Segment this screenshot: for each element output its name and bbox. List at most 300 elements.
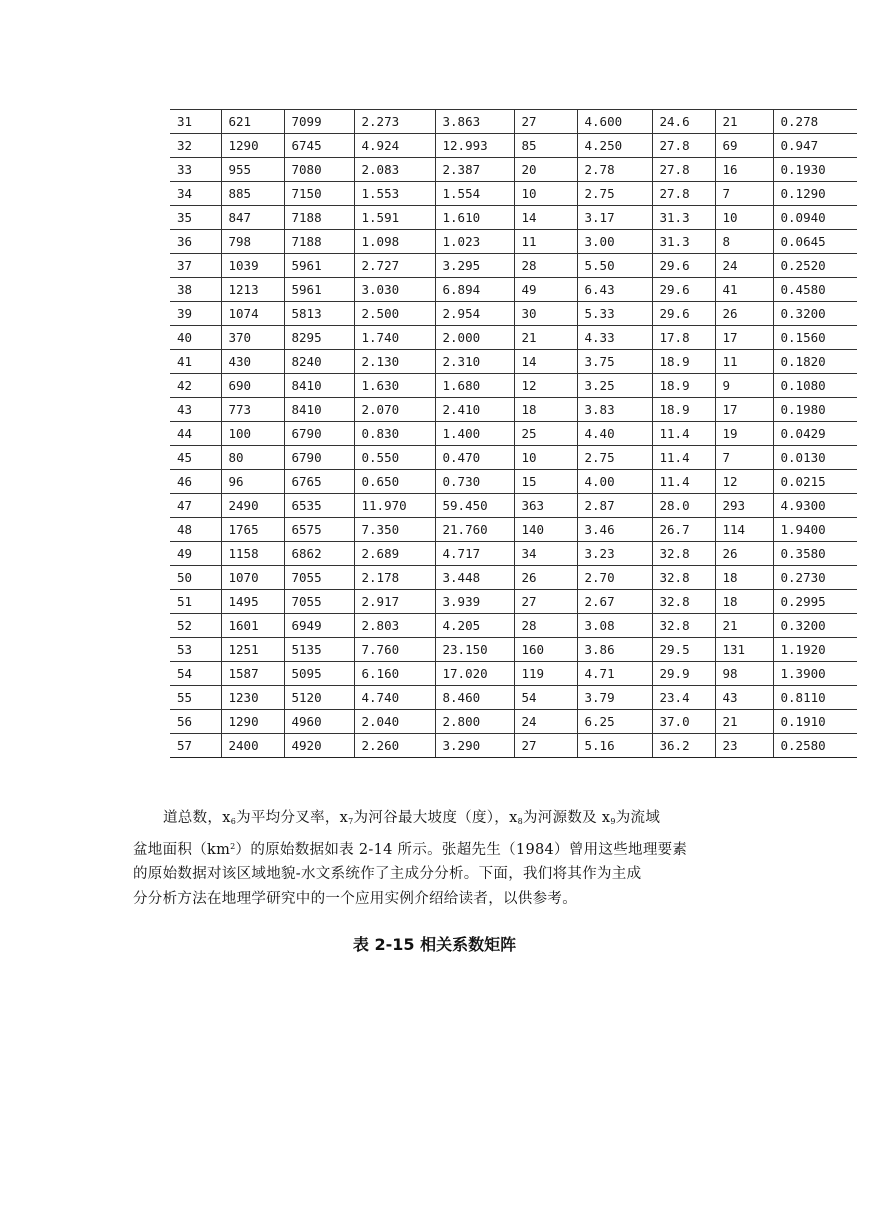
- table-cell: 26: [715, 302, 773, 326]
- table-cell: 55: [170, 686, 221, 710]
- table-cell: 2.070: [354, 398, 435, 422]
- table-cell: 0.730: [435, 470, 514, 494]
- table-cell: 27.8: [652, 134, 715, 158]
- table-cell: 52: [170, 614, 221, 638]
- table-cell: 24: [514, 710, 577, 734]
- table-cell: 1074: [221, 302, 284, 326]
- table-cell: 1070: [221, 566, 284, 590]
- table-cell: 3.25: [577, 374, 652, 398]
- superscript: 2: [230, 841, 236, 851]
- table-cell: 4.250: [577, 134, 652, 158]
- table-row: [170, 134, 857, 158]
- table-cell: 2.727: [354, 254, 435, 278]
- table-cell: 31.3: [652, 206, 715, 230]
- text-run: 为流域: [615, 810, 661, 826]
- table-cell: 7: [715, 446, 773, 470]
- table-cell: 53: [170, 638, 221, 662]
- table-cell: 3.08: [577, 614, 652, 638]
- table-cell: 6575: [284, 518, 354, 542]
- table-row: [170, 542, 857, 566]
- table-cell: 4.205: [435, 614, 514, 638]
- table-cell: 7055: [284, 590, 354, 614]
- table-row: [170, 518, 857, 542]
- table-cell: 42: [170, 374, 221, 398]
- table-cell: 7188: [284, 206, 354, 230]
- table-row: [170, 710, 857, 734]
- table-cell: 1.680: [435, 374, 514, 398]
- table-cell: 2.67: [577, 590, 652, 614]
- table-cell: 0.2520: [773, 254, 857, 278]
- table-cell: 8240: [284, 350, 354, 374]
- table-cell: 3.863: [435, 110, 514, 134]
- table-cell: 10: [715, 206, 773, 230]
- table-row: [170, 326, 857, 350]
- table-row: [170, 182, 857, 206]
- table-cell: 17.8: [652, 326, 715, 350]
- table-cell: 36: [170, 230, 221, 254]
- table-cell: 69: [715, 134, 773, 158]
- table-cell: 27: [514, 590, 577, 614]
- table-cell: 885: [221, 182, 284, 206]
- table-cell: 43: [715, 686, 773, 710]
- table-cell: 34: [514, 542, 577, 566]
- table-cell: 3.75: [577, 350, 652, 374]
- table-cell: 0.2580: [773, 734, 857, 758]
- table-cell: 16: [715, 158, 773, 182]
- table-cell: 24.6: [652, 110, 715, 134]
- table-cell: 17.020: [435, 662, 514, 686]
- table-cell: 131: [715, 638, 773, 662]
- table-cell: 5.16: [577, 734, 652, 758]
- table-cell: 6535: [284, 494, 354, 518]
- table-cell: 26.7: [652, 518, 715, 542]
- table-cell: 370: [221, 326, 284, 350]
- table-cell: 0.4580: [773, 278, 857, 302]
- table-cell: 21.760: [435, 518, 514, 542]
- table-cell: 2.917: [354, 590, 435, 614]
- table-cell: 2.954: [435, 302, 514, 326]
- table-cell: 54: [514, 686, 577, 710]
- table-cell: 7.350: [354, 518, 435, 542]
- table-cell: 54: [170, 662, 221, 686]
- table-cell: 0.2995: [773, 590, 857, 614]
- table-cell: 32.8: [652, 590, 715, 614]
- table-row: [170, 446, 857, 470]
- table-row: [170, 230, 857, 254]
- table-cell: 28: [514, 254, 577, 278]
- table-cell: 29.9: [652, 662, 715, 686]
- table-cell: 1.1920: [773, 638, 857, 662]
- table-cell: 32: [170, 134, 221, 158]
- table-cell: 23: [715, 734, 773, 758]
- table-cell: 0.2730: [773, 566, 857, 590]
- table-cell: 0.1080: [773, 374, 857, 398]
- table-cell: 21: [514, 326, 577, 350]
- table-cell: 2.310: [435, 350, 514, 374]
- table-cell: 44: [170, 422, 221, 446]
- table-cell: 21: [715, 110, 773, 134]
- table-cell: 773: [221, 398, 284, 422]
- table-cell: 1230: [221, 686, 284, 710]
- table-cell: 41: [715, 278, 773, 302]
- table-cell: 2.500: [354, 302, 435, 326]
- table-cell: 621: [221, 110, 284, 134]
- table-cell: 2.410: [435, 398, 514, 422]
- table-cell: 4.9300: [773, 494, 857, 518]
- table-cell: 0.3580: [773, 542, 857, 566]
- table-cell: 12.993: [435, 134, 514, 158]
- table-cell: 160: [514, 638, 577, 662]
- table-row: [170, 398, 857, 422]
- table-cell: 4.924: [354, 134, 435, 158]
- table-cell: 1.098: [354, 230, 435, 254]
- table-cell: 4.600: [577, 110, 652, 134]
- table-cell: 20: [514, 158, 577, 182]
- table-cell: 6.160: [354, 662, 435, 686]
- table-row: [170, 662, 857, 686]
- table-cell: 0.947: [773, 134, 857, 158]
- table-cell: 690: [221, 374, 284, 398]
- table-row: [170, 158, 857, 182]
- table-cell: 0.1290: [773, 182, 857, 206]
- table-cell: 18.9: [652, 350, 715, 374]
- table-cell: 28: [514, 614, 577, 638]
- table-cell: 8410: [284, 398, 354, 422]
- table-cell: 31: [170, 110, 221, 134]
- table-cell: 31.3: [652, 230, 715, 254]
- table-cell: 14: [514, 350, 577, 374]
- table-cell: 0.1560: [773, 326, 857, 350]
- table-cell: 7150: [284, 182, 354, 206]
- table-cell: 33: [170, 158, 221, 182]
- table-cell: 5095: [284, 662, 354, 686]
- table-cell: 46: [170, 470, 221, 494]
- table-cell: 96: [221, 470, 284, 494]
- table-cell: 6862: [284, 542, 354, 566]
- table-cell: 51: [170, 590, 221, 614]
- table-cell: 28.0: [652, 494, 715, 518]
- table-cell: 1.9400: [773, 518, 857, 542]
- table-cell: 4.40: [577, 422, 652, 446]
- table-cell: 6.25: [577, 710, 652, 734]
- table-cell: 43: [170, 398, 221, 422]
- table-cell: 3.83: [577, 398, 652, 422]
- table-row: [170, 686, 857, 710]
- table-cell: 5.50: [577, 254, 652, 278]
- table-cell: 0.1820: [773, 350, 857, 374]
- table-row: [170, 614, 857, 638]
- table-cell: 5813: [284, 302, 354, 326]
- table-cell: 1.023: [435, 230, 514, 254]
- table-cell: 32.8: [652, 566, 715, 590]
- table-cell: 37: [170, 254, 221, 278]
- table-cell: 2.70: [577, 566, 652, 590]
- table-cell: 29.5: [652, 638, 715, 662]
- table-cell: 17: [715, 398, 773, 422]
- table-cell: 12: [514, 374, 577, 398]
- table-cell: 85: [514, 134, 577, 158]
- table-cell: 57: [170, 734, 221, 758]
- subscript: 9: [610, 817, 616, 826]
- table-cell: 2.689: [354, 542, 435, 566]
- table-cell: 2.130: [354, 350, 435, 374]
- paragraph-line: [133, 835, 753, 863]
- table-cell: 36.2: [652, 734, 715, 758]
- table-row: [170, 566, 857, 590]
- text-run: 道总数，x: [163, 810, 231, 826]
- table-cell: 363: [514, 494, 577, 518]
- table-cell: 23.4: [652, 686, 715, 710]
- table-cell: 293: [715, 494, 773, 518]
- table-cell: 18.9: [652, 374, 715, 398]
- table-cell: 0.0429: [773, 422, 857, 446]
- table-row: [170, 374, 857, 398]
- table-cell: 2.260: [354, 734, 435, 758]
- table-cell: 49: [514, 278, 577, 302]
- table-cell: 29.6: [652, 254, 715, 278]
- table-cell: 30: [514, 302, 577, 326]
- subscript: 8: [517, 817, 523, 826]
- table-cell: 2.800: [435, 710, 514, 734]
- table-cell: 1039: [221, 254, 284, 278]
- table-cell: 18: [715, 566, 773, 590]
- table-row: [170, 278, 857, 302]
- text-run: 为平均分叉率，x: [236, 810, 349, 826]
- table-cell: 6790: [284, 422, 354, 446]
- table-cell: 12: [715, 470, 773, 494]
- table-cell: 1.3900: [773, 662, 857, 686]
- table-cell: 100: [221, 422, 284, 446]
- table-row: [170, 302, 857, 326]
- table-cell: 27: [514, 110, 577, 134]
- table-cell: 4.00: [577, 470, 652, 494]
- table-cell: 4960: [284, 710, 354, 734]
- text-run: 为河谷最大坡度（度），x: [353, 810, 518, 826]
- table-cell: 1.610: [435, 206, 514, 230]
- table-cell: 6745: [284, 134, 354, 158]
- table-cell: 0.1930: [773, 158, 857, 182]
- table-cell: 38: [170, 278, 221, 302]
- table-cell: 11: [715, 350, 773, 374]
- table-cell: 5135: [284, 638, 354, 662]
- table-cell: 27: [514, 734, 577, 758]
- table-cell: 1587: [221, 662, 284, 686]
- table-cell: 3.290: [435, 734, 514, 758]
- text-run: 为河源数及 x: [522, 810, 611, 826]
- table-cell: 6.894: [435, 278, 514, 302]
- table-cell: 140: [514, 518, 577, 542]
- table-cell: 32.8: [652, 542, 715, 566]
- table-cell: 40: [170, 326, 221, 350]
- table-cell: 25: [514, 422, 577, 446]
- table-caption: 表 2-15 相关系数矩阵: [352, 935, 517, 954]
- table-cell: 1.553: [354, 182, 435, 206]
- table-cell: 10: [514, 446, 577, 470]
- table-cell: 8410: [284, 374, 354, 398]
- table-cell: 0.0215: [773, 470, 857, 494]
- table-cell: 5120: [284, 686, 354, 710]
- table-cell: 19: [715, 422, 773, 446]
- table-cell: 1290: [221, 710, 284, 734]
- table-cell: 2.87: [577, 494, 652, 518]
- table-cell: 798: [221, 230, 284, 254]
- table-cell: 3.79: [577, 686, 652, 710]
- text-run: 盆地面积（km: [133, 841, 231, 858]
- table-row: [170, 638, 857, 662]
- table-cell: 0.3200: [773, 302, 857, 326]
- table-cell: 80: [221, 446, 284, 470]
- table-cell: 2.803: [354, 614, 435, 638]
- table-cell: 45: [170, 446, 221, 470]
- table-cell: 39: [170, 302, 221, 326]
- table-cell: 10: [514, 182, 577, 206]
- table-cell: 0.470: [435, 446, 514, 470]
- table-cell: 7099: [284, 110, 354, 134]
- table-cell: 29.6: [652, 278, 715, 302]
- body-paragraph: [133, 806, 753, 911]
- table-cell: 11.970: [354, 494, 435, 518]
- subscript: 7: [348, 817, 354, 826]
- table-cell: 15: [514, 470, 577, 494]
- table-cell: 0.0130: [773, 446, 857, 470]
- table-cell: 6765: [284, 470, 354, 494]
- table-cell: 1765: [221, 518, 284, 542]
- table-cell: 29.6: [652, 302, 715, 326]
- table-cell: 59.450: [435, 494, 514, 518]
- table-cell: 11.4: [652, 422, 715, 446]
- table-cell: 1601: [221, 614, 284, 638]
- table-cell: 27.8: [652, 158, 715, 182]
- table-cell: 0.1980: [773, 398, 857, 422]
- table-cell: 3.86: [577, 638, 652, 662]
- table-cell: 11.4: [652, 446, 715, 470]
- table-cell: 8: [715, 230, 773, 254]
- table-cell: 7.760: [354, 638, 435, 662]
- table-body: [170, 110, 857, 758]
- table-cell: 6.43: [577, 278, 652, 302]
- table-cell: 7055: [284, 566, 354, 590]
- table-cell: 2.273: [354, 110, 435, 134]
- table-cell: 2400: [221, 734, 284, 758]
- table-cell: 847: [221, 206, 284, 230]
- table-cell: 18: [715, 590, 773, 614]
- table-cell: 430: [221, 350, 284, 374]
- table-cell: 5961: [284, 278, 354, 302]
- table-cell: 3.448: [435, 566, 514, 590]
- table-cell: 1495: [221, 590, 284, 614]
- table-cell: 6949: [284, 614, 354, 638]
- table-cell: 2.75: [577, 446, 652, 470]
- table-cell: 7188: [284, 230, 354, 254]
- table-cell: 2.78: [577, 158, 652, 182]
- table-cell: 2.040: [354, 710, 435, 734]
- table-cell: 8.460: [435, 686, 514, 710]
- table-cell: 1.400: [435, 422, 514, 446]
- table-cell: 1213: [221, 278, 284, 302]
- table-row: [170, 110, 857, 134]
- table-cell: 1.591: [354, 206, 435, 230]
- table-cell: 18.9: [652, 398, 715, 422]
- table-cell: 21: [715, 710, 773, 734]
- table-cell: 14: [514, 206, 577, 230]
- table-cell: 37.0: [652, 710, 715, 734]
- table-cell: 56: [170, 710, 221, 734]
- table-cell: 27.8: [652, 182, 715, 206]
- table-cell: 35: [170, 206, 221, 230]
- table-row: [170, 590, 857, 614]
- table-cell: 26: [514, 566, 577, 590]
- table-cell: 1.630: [354, 374, 435, 398]
- table-cell: 3.00: [577, 230, 652, 254]
- paragraph-line: 分分析方法在地理学研究中的一个应用实例介绍给读者，以供参考。: [133, 890, 577, 907]
- table-cell: 4.71: [577, 662, 652, 686]
- table-cell: 0.0645: [773, 230, 857, 254]
- table-cell: 7: [715, 182, 773, 206]
- table-cell: 0.650: [354, 470, 435, 494]
- table-cell: 50: [170, 566, 221, 590]
- table-cell: 0.830: [354, 422, 435, 446]
- table-cell: 1251: [221, 638, 284, 662]
- table-cell: 1290: [221, 134, 284, 158]
- table-cell: 49: [170, 542, 221, 566]
- paragraph-line: 的原始数据对该区域地貌-水文系统作了主成分分析。下面，我们将其作为主成: [133, 866, 642, 882]
- table-row: [170, 470, 857, 494]
- table-cell: 34: [170, 182, 221, 206]
- table-cell: 9: [715, 374, 773, 398]
- table-cell: 7080: [284, 158, 354, 182]
- table-row: [170, 422, 857, 446]
- table-cell: 6790: [284, 446, 354, 470]
- table-cell: 0.0940: [773, 206, 857, 230]
- table-cell: 0.550: [354, 446, 435, 470]
- table-cell: 0.278: [773, 110, 857, 134]
- table-cell: 47: [170, 494, 221, 518]
- table-cell: 3.295: [435, 254, 514, 278]
- table-cell: 2.000: [435, 326, 514, 350]
- table-cell: 2.178: [354, 566, 435, 590]
- table-cell: 2.083: [354, 158, 435, 182]
- table-cell: 0.1910: [773, 710, 857, 734]
- table-cell: 2490: [221, 494, 284, 518]
- table-row: [170, 350, 857, 374]
- table-cell: 2.75: [577, 182, 652, 206]
- table-cell: 0.3200: [773, 614, 857, 638]
- table-cell: 3.23: [577, 542, 652, 566]
- table-row: [170, 494, 857, 518]
- table-row: [170, 734, 857, 758]
- table-cell: 41: [170, 350, 221, 374]
- table-cell: 24: [715, 254, 773, 278]
- table-cell: 26: [715, 542, 773, 566]
- paragraph-line: [133, 806, 753, 835]
- table-cell: 0.8110: [773, 686, 857, 710]
- table-cell: 4.717: [435, 542, 514, 566]
- subscript: 6: [230, 817, 237, 826]
- table-cell: 955: [221, 158, 284, 182]
- table-cell: 32.8: [652, 614, 715, 638]
- table-cell: 3.46: [577, 518, 652, 542]
- table-cell: 5.33: [577, 302, 652, 326]
- table-cell: 2.387: [435, 158, 514, 182]
- table-cell: 3.030: [354, 278, 435, 302]
- table-cell: 4.740: [354, 686, 435, 710]
- table-cell: 18: [514, 398, 577, 422]
- table-cell: 119: [514, 662, 577, 686]
- table-cell: 1.554: [435, 182, 514, 206]
- table-cell: 17: [715, 326, 773, 350]
- table-cell: 11.4: [652, 470, 715, 494]
- table-cell: 11: [514, 230, 577, 254]
